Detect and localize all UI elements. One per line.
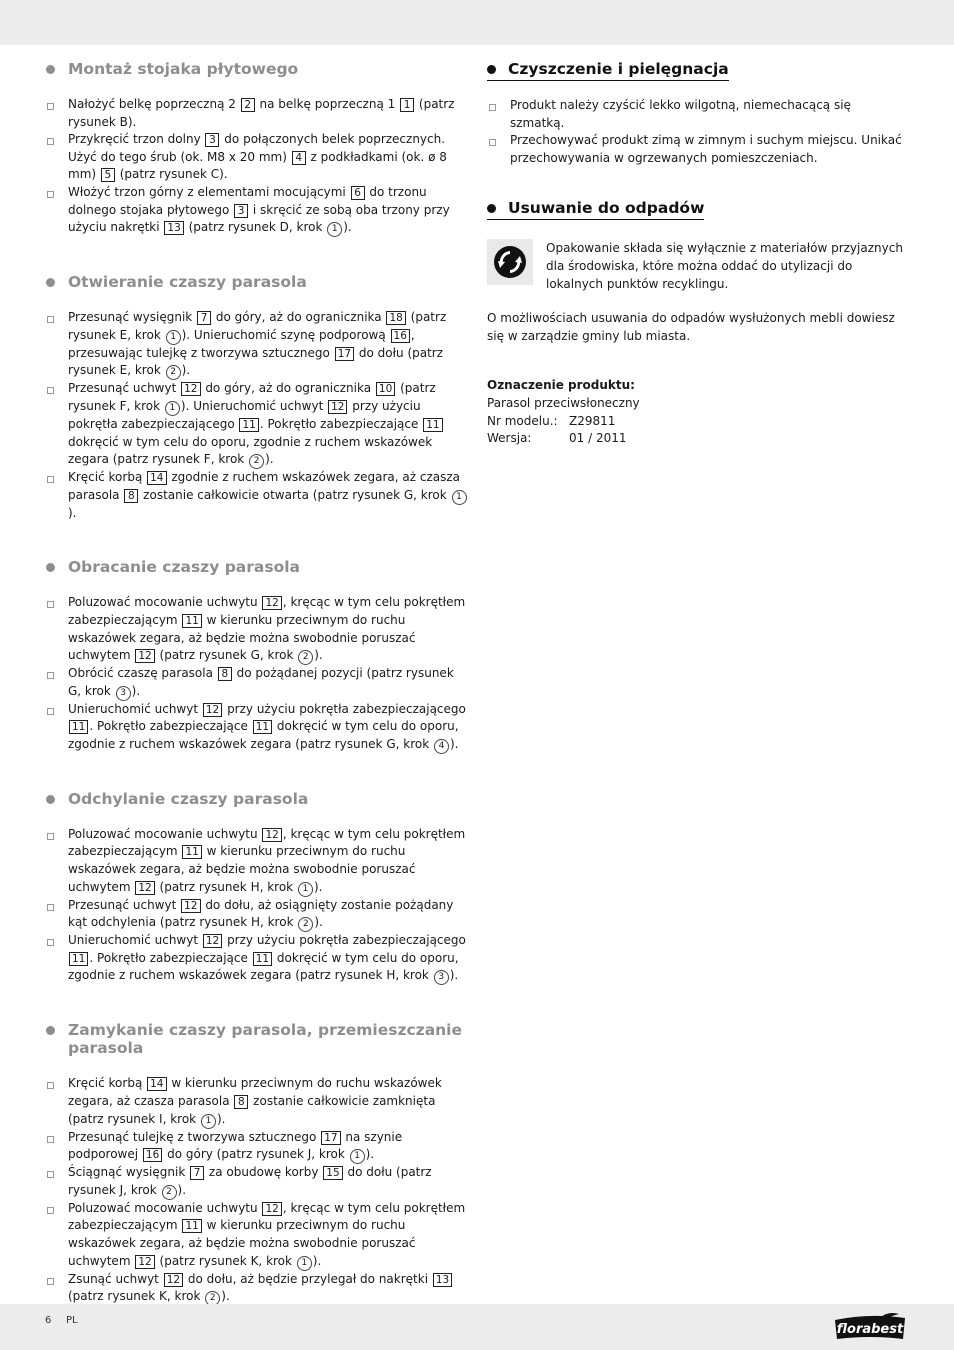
list-item	[45, 826, 470, 897]
list-item	[45, 1164, 470, 1200]
bullet-dot-icon	[46, 65, 55, 74]
step-list	[45, 594, 470, 754]
step-text: dokręcić w tym celu do oporu, zgodnie z ruchem wskazówek zegara (patrz rysunek G, krok	[68, 719, 459, 751]
step-text: (patrz rysunek F, krok	[68, 381, 436, 413]
part-number-ref: 2	[241, 98, 255, 112]
part-number-ref: 13	[433, 1273, 452, 1287]
part-number-ref: 8	[218, 667, 232, 681]
part-number-ref: 11	[423, 418, 442, 432]
instruction-section	[45, 558, 470, 754]
footer-band	[0, 1304, 954, 1350]
part-number-ref: 12	[262, 596, 281, 610]
section-title: Zamykanie czaszy parasola, przemieszczanie parasola	[68, 1021, 463, 1058]
step-number-circle: 3	[434, 970, 449, 985]
step-number-circle: 1	[166, 330, 181, 345]
step-text: Przesunąć uchwyt	[68, 381, 181, 396]
step-number-circle: 2	[249, 454, 264, 469]
step-number-circle: 1	[165, 401, 180, 416]
step-text: w kierunku przeciwnym do ruchu wskazówek zegara, aż czasza parasola	[68, 1076, 442, 1109]
part-number-ref: 12	[181, 382, 200, 396]
step-text: ).	[314, 915, 323, 930]
section-heading	[45, 558, 470, 576]
step-text: (patrz rysunek C).	[115, 167, 228, 182]
list-item	[45, 184, 470, 237]
page-number: 6	[45, 1315, 52, 1326]
bullet-dot-icon	[487, 65, 496, 74]
green-dot-recycling-icon	[487, 239, 533, 285]
step-text: (patrz rysunek B).	[68, 97, 455, 129]
part-number-ref: 15	[323, 1166, 342, 1180]
step-text: Poluzować mocowanie uchwytu	[68, 826, 262, 841]
part-number-ref: 6	[351, 186, 365, 200]
part-number-ref: 12	[181, 899, 200, 913]
step-text: . Pokrętło zabezpieczające	[259, 416, 423, 431]
section-title: Obracanie czaszy parasola	[68, 558, 301, 577]
step-number-circle: 1	[452, 490, 467, 505]
list-item	[45, 131, 470, 184]
section-title: Montaż stojaka płytowego	[68, 60, 299, 78]
section-heading	[45, 1021, 470, 1057]
list-item	[45, 897, 470, 933]
step-text: (patrz rysunek E, krok	[68, 310, 447, 342]
step-text: Obrócić czaszę parasola	[68, 666, 217, 681]
step-text: Poluzować mocowanie uchwytu	[68, 595, 262, 610]
step-text: do góry, aż do ogranicznika	[201, 381, 375, 396]
part-number-ref: 5	[101, 168, 115, 182]
step-number-circle: 1	[298, 882, 313, 897]
part-number-ref: 7	[197, 311, 211, 325]
list-item	[45, 309, 470, 380]
part-number-ref: 10	[376, 382, 395, 396]
part-number-ref: 17	[321, 1131, 340, 1145]
part-number-ref: 12	[203, 703, 222, 717]
bullet-dot-icon	[46, 1026, 55, 1035]
packaging-text: Opakowanie składa się wyłącznie z materiałów przyjaznych dla środowiska, które można oddać do utylizacji do lokalnych punktów recyklingu.	[546, 241, 903, 291]
step-text: . Pokrętło zabezpieczające	[89, 719, 252, 734]
product-info-title: Oznaczenie produktu:	[487, 378, 635, 393]
step-text: Zsunąć uchwyt	[68, 1271, 163, 1286]
part-number-ref: 11	[69, 952, 88, 966]
product-info	[487, 377, 907, 447]
step-text: Włożyć trzon górny z elementami mocującymi	[68, 184, 350, 199]
model-value: Z29811	[569, 413, 616, 428]
step-number-circle: 2	[166, 365, 181, 380]
step-number-circle: 1	[201, 1114, 216, 1129]
step-text: dokręcić w tym celu do oporu, zgodnie z ruchem wskazówek zegara (patrz rysunek F, krok	[68, 434, 433, 467]
step-number-circle: 1	[350, 1149, 365, 1164]
step-text: zostanie całkowicie zamknięta (patrz rysunek I, krok	[68, 1094, 436, 1126]
step-text: i skręcić ze sobą oba trzony przy użyciu nakrętki	[68, 202, 450, 235]
step-text: , przesuwając tulejkę z tworzywa sztucznego	[68, 327, 415, 360]
part-number-ref: 11	[253, 952, 272, 966]
step-text: na belkę poprzeczną 1	[255, 97, 400, 111]
part-number-ref: 11	[69, 720, 88, 734]
step-text: ).	[181, 363, 191, 378]
left-column	[45, 58, 470, 1342]
step-text: ).	[449, 736, 459, 751]
florabest-logo	[833, 1311, 907, 1341]
step-text: do dołu (patrz rysunek J, krok	[68, 1165, 432, 1197]
list-item	[45, 469, 470, 522]
step-text: ).	[365, 1147, 375, 1162]
part-number-ref: 12	[135, 881, 154, 895]
step-text: Kręcić korbą	[68, 1076, 147, 1091]
version-label: Wersja:	[487, 431, 532, 446]
part-number-ref: 17	[335, 347, 354, 361]
bullet-dot-icon	[487, 204, 496, 213]
section-title: Otwieranie czaszy parasola	[68, 273, 307, 292]
list-item	[45, 96, 470, 131]
step-text: ).	[131, 683, 141, 698]
instruction-section	[45, 1021, 470, 1306]
list-item	[45, 665, 470, 701]
bullet-dot-icon	[46, 563, 55, 572]
part-number-ref: 16	[143, 1148, 162, 1162]
part-number-ref: 4	[292, 151, 306, 165]
step-text: przy użyciu pokrętła zabezpieczającego	[223, 933, 466, 948]
step-number-circle: 2	[298, 650, 313, 665]
step-text: ).	[343, 220, 352, 235]
version-row	[487, 430, 907, 448]
part-number-ref: 1	[400, 98, 414, 112]
step-text: w kierunku przeciwnym do ruchu wskazówek zegara, aż będzie można swobodnie poruszać uchwytem	[68, 612, 416, 663]
step-text: za obudowę korby	[205, 1165, 323, 1180]
section-title: Odchylanie czaszy parasola	[68, 789, 309, 808]
step-text: ).	[265, 452, 274, 467]
list-item	[45, 594, 470, 665]
part-number-ref: 14	[147, 1077, 166, 1091]
list-item	[45, 701, 470, 754]
step-text: ).	[68, 505, 77, 520]
part-number-ref: 12	[164, 1273, 183, 1287]
cleaning-section	[487, 58, 907, 167]
right-column	[487, 58, 907, 448]
part-number-ref: 18	[386, 311, 405, 325]
step-text: zgodnie z ruchem wskazówek zegara, aż czasza parasola	[68, 470, 461, 502]
step-text: do dołu, aż osiągnięty zostanie pożądany kąt odchylenia (patrz rysunek H, krok	[68, 897, 454, 930]
part-number-ref: 3	[205, 133, 219, 147]
step-text: Przykręcić trzon dolny	[68, 132, 205, 147]
part-number-ref: 12	[262, 1202, 281, 1216]
cleaning-heading	[487, 60, 729, 81]
step-text: Przesunąć wysięgnik	[68, 310, 197, 325]
step-text: na szynie podporowej	[68, 1129, 403, 1162]
step-text: , kręcąc w tym celu pokrętłem zabezpieczającym	[68, 1200, 466, 1233]
disposal-heading	[487, 199, 704, 220]
packaging-block	[487, 240, 907, 293]
step-text: Kręcić korbą	[68, 470, 147, 485]
step-text: (patrz rysunek K, krok	[68, 1289, 205, 1304]
part-number-ref: 3	[234, 204, 248, 218]
step-list	[45, 1075, 470, 1306]
part-number-ref: 16	[391, 329, 410, 343]
language-code: PL	[66, 1315, 78, 1326]
part-number-ref: 14	[147, 471, 166, 485]
step-text: ). Unieruchomić uchwyt	[180, 398, 328, 413]
step-text: ).	[313, 879, 323, 894]
step-text: dokręcić w tym celu do oporu, zgodnie z ruchem wskazówek zegara (patrz rysunek H, krok	[68, 950, 459, 983]
step-text: w kierunku przeciwnym do ruchu wskazówek zegara, aż będzie można swobodnie poruszać uchwytem	[68, 1218, 416, 1268]
part-number-ref: 13	[164, 221, 183, 235]
part-number-ref: 12	[328, 400, 347, 414]
step-text: do trzonu dolnego stojaka płytowego	[68, 184, 427, 217]
step-text: Przesunąć uchwyt	[68, 897, 181, 912]
list-item: Przechowywać produkt zimą w zimnym i suchym miejscu. Unikać przechowywania w ogrzewanych pomieszczeniach.	[487, 132, 907, 167]
bullet-dot-icon	[46, 795, 55, 804]
model-label: Nr modelu.:	[487, 413, 558, 428]
part-number-ref: 11	[239, 418, 258, 432]
section-heading	[45, 790, 470, 808]
part-number-ref: 8	[234, 1095, 248, 1109]
section-heading	[45, 273, 470, 291]
logo-wordmark: florabest	[836, 1322, 904, 1337]
step-text: , kręcąc w tym celu pokrętłem zabezpieczającym	[68, 826, 466, 859]
step-text: Poluzować mocowanie uchwytu	[68, 1200, 262, 1215]
cleaning-title: Czyszczenie i pielęgnacja	[508, 60, 729, 78]
step-text: , kręcąc w tym celu pokrętłem zabezpieczającym	[68, 595, 466, 627]
step-list	[45, 826, 470, 986]
part-number-ref: 11	[253, 720, 272, 734]
instruction-section	[45, 273, 470, 522]
product-name: Parasol przeciwsłoneczny	[487, 395, 640, 410]
part-number-ref: 12	[135, 649, 154, 663]
list-item	[45, 932, 470, 985]
list-item: Produkt należy czyścić lekko wilgotną, niemechacącą się szmatką.	[487, 97, 907, 132]
step-text: w kierunku przeciwnym do ruchu wskazówek zegara, aż będzie można swobodnie poruszać uchwytem	[68, 844, 416, 894]
top-band	[0, 0, 954, 45]
step-text: Przesunąć tulejkę z tworzywa sztucznego	[68, 1129, 321, 1144]
step-number-circle: 3	[116, 686, 131, 701]
part-number-ref: 11	[182, 614, 201, 628]
step-text: do góry (patrz rysunek J, krok	[163, 1147, 349, 1162]
step-number-circle: 2	[205, 1291, 220, 1306]
part-number-ref: 11	[182, 845, 201, 859]
section-heading	[45, 60, 470, 78]
step-text: Unieruchomić uchwyt	[68, 933, 202, 948]
step-list	[45, 96, 470, 237]
step-text: do dołu (patrz rysunek E, krok	[68, 345, 444, 378]
step-text: do dołu, aż będzie przylegał do nakrętki	[184, 1271, 432, 1286]
step-text: ).	[221, 1289, 230, 1304]
step-text: ).	[449, 968, 459, 983]
step-text: z podkładkami (ok. ø 8 mm)	[68, 149, 447, 182]
step-text: (patrz rysunek D, krok	[184, 220, 327, 235]
step-text: do połączonych belek poprzecznych. Użyć do tego śrub (ok. M8 x 20 mm)	[68, 132, 446, 164]
step-text: ).	[216, 1111, 226, 1126]
part-number-ref: 12	[135, 1255, 154, 1269]
step-text: przy użyciu pokrętła zabezpieczającego	[68, 398, 421, 431]
part-number-ref: 12	[262, 828, 281, 842]
step-text: Ściągnąć wysięgnik	[68, 1165, 190, 1180]
model-row	[487, 413, 907, 431]
step-text: ).	[314, 648, 323, 663]
step-number-circle: 1	[297, 1256, 312, 1271]
step-text: Nałożyć belkę poprzeczną 2	[68, 97, 240, 111]
furniture-disposal-text: O możliwościach usuwania do odpadów wysłużonych mebli dowiesz się w zarządzie gminy lub miasta.	[487, 311, 895, 343]
disposal-section	[487, 197, 907, 345]
step-text: ). Unieruchomić szynę podporową	[181, 327, 390, 342]
list-item	[45, 1129, 470, 1165]
bullet-dot-icon	[46, 278, 55, 287]
list-item	[45, 1271, 470, 1307]
step-text: (patrz rysunek H, krok	[155, 879, 297, 894]
step-text: Unieruchomić uchwyt	[68, 701, 202, 716]
instruction-section	[45, 790, 470, 986]
list-item	[45, 1200, 470, 1271]
part-number-ref: 11	[182, 1219, 201, 1233]
step-text: przy użyciu pokrętła zabezpieczającego	[223, 701, 466, 716]
version-value: 01 / 2011	[569, 431, 627, 446]
part-number-ref: 7	[190, 1166, 204, 1180]
list-item	[45, 380, 470, 469]
cleaning-steps	[487, 97, 907, 167]
step-text: do góry, aż do ogranicznika	[212, 310, 386, 325]
step-text: (patrz rysunek G, krok	[155, 648, 298, 663]
step-number-circle: 4	[434, 739, 449, 754]
list-item	[45, 1075, 470, 1128]
step-text: do pożądanej pozycji (patrz rysunek G, krok	[68, 666, 454, 698]
step-text: . Pokrętło zabezpieczające	[89, 950, 252, 965]
step-text: zostanie całkowicie otwarta (patrz rysunek G, krok	[139, 487, 451, 502]
part-number-ref: 12	[203, 934, 222, 948]
step-number-circle: 2	[162, 1185, 177, 1200]
step-list	[45, 309, 470, 522]
step-text: ).	[312, 1253, 322, 1268]
disposal-title: Usuwanie do odpadów	[508, 199, 705, 218]
step-number-circle: 2	[298, 917, 313, 932]
instruction-section	[45, 60, 470, 237]
step-text: (patrz rysunek K, krok	[155, 1253, 296, 1268]
part-number-ref: 8	[124, 489, 138, 503]
step-number-circle: 1	[327, 222, 342, 237]
step-text: ).	[177, 1182, 187, 1197]
